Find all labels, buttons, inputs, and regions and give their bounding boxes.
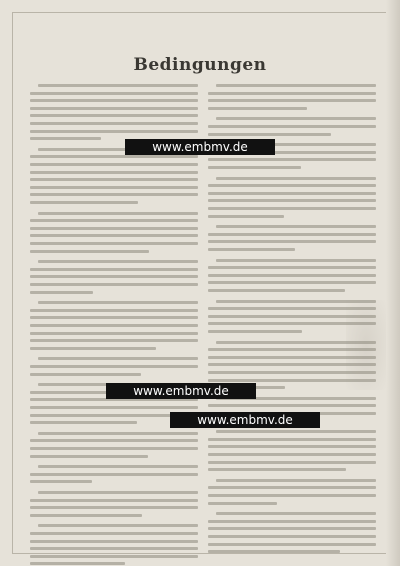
text-line	[30, 332, 198, 335]
text-line	[208, 330, 302, 333]
text-line	[208, 125, 376, 128]
text-line	[208, 461, 376, 464]
text-line	[208, 99, 376, 102]
text-line	[216, 479, 376, 482]
text-line	[208, 215, 284, 218]
text-line	[208, 192, 376, 195]
text-line	[208, 453, 376, 456]
text-line	[208, 166, 301, 169]
text-line	[208, 92, 376, 95]
text-line	[216, 341, 376, 344]
text-line	[30, 455, 148, 458]
text-line	[216, 225, 376, 228]
text-line	[208, 363, 376, 366]
text-line	[208, 107, 307, 110]
text-line	[208, 307, 376, 310]
text-line	[208, 199, 376, 202]
text-line	[30, 291, 93, 294]
text-line	[38, 357, 198, 360]
text-line	[30, 339, 198, 342]
text-line	[208, 133, 331, 136]
watermark-banner: www.embmv.de	[125, 139, 275, 155]
text-line	[38, 260, 198, 263]
text-line	[30, 107, 198, 110]
text-line	[30, 316, 198, 319]
text-line	[30, 473, 198, 476]
watermark-banner: www.embmv.de	[170, 412, 320, 428]
text-line	[208, 348, 376, 351]
text-line	[30, 193, 198, 196]
text-line	[30, 130, 198, 133]
text-line	[216, 177, 376, 180]
text-line	[30, 324, 198, 327]
text-line	[30, 506, 198, 509]
text-line	[216, 117, 376, 120]
text-line	[30, 227, 198, 230]
text-line	[208, 543, 376, 546]
text-line	[38, 212, 198, 215]
text-line	[30, 268, 198, 271]
text-line	[30, 275, 198, 278]
text-line	[208, 535, 376, 538]
text-line	[38, 524, 198, 527]
text-line	[30, 439, 198, 442]
text-line	[208, 322, 376, 325]
text-line	[30, 155, 198, 158]
text-line	[30, 250, 149, 253]
text-line	[208, 445, 376, 448]
text-line	[208, 281, 376, 284]
text-line	[208, 371, 376, 374]
text-line	[30, 178, 198, 181]
text-line	[30, 171, 198, 174]
document-title: Bedingungen	[133, 55, 267, 75]
text-line	[30, 421, 137, 424]
text-line	[38, 491, 198, 494]
text-line	[30, 186, 198, 189]
text-line	[30, 122, 198, 125]
text-line	[30, 114, 198, 117]
text-line	[30, 447, 198, 450]
text-line	[30, 365, 198, 368]
text-line	[208, 274, 376, 277]
text-line	[30, 562, 125, 565]
text-line	[30, 242, 198, 245]
text-line	[208, 315, 376, 318]
text-line	[208, 379, 376, 382]
text-line	[30, 373, 141, 376]
text-line	[208, 184, 376, 187]
text-line	[208, 404, 376, 407]
text-line	[30, 163, 198, 166]
text-line	[30, 309, 198, 312]
text-line	[208, 266, 376, 269]
text-line	[30, 480, 92, 483]
text-line	[208, 207, 376, 210]
text-line	[30, 540, 198, 543]
text-line	[38, 432, 198, 435]
text-line	[38, 84, 198, 87]
text-line	[30, 201, 138, 204]
paper-edge-shading	[386, 0, 400, 566]
text-line	[30, 532, 198, 535]
text-line	[216, 259, 376, 262]
text-line	[216, 84, 376, 87]
text-line	[30, 99, 198, 102]
text-line	[30, 547, 198, 550]
text-line	[216, 430, 376, 433]
text-line	[208, 233, 376, 236]
text-line	[30, 234, 198, 237]
text-line	[216, 300, 376, 303]
text-line	[208, 468, 346, 471]
text-line	[30, 283, 198, 286]
text-line	[216, 512, 376, 515]
text-line	[208, 494, 376, 497]
text-line	[208, 289, 345, 292]
text-line	[38, 465, 198, 468]
text-line	[30, 92, 198, 95]
text-line	[30, 514, 142, 517]
text-line	[208, 438, 376, 441]
text-line	[208, 356, 376, 359]
text-line	[208, 248, 295, 251]
text-line	[30, 499, 198, 502]
text-line	[38, 301, 198, 304]
text-line	[208, 550, 340, 553]
text-line	[30, 347, 156, 350]
text-line	[30, 137, 101, 140]
text-line	[208, 486, 376, 489]
text-line	[208, 240, 376, 243]
watermark-banner: www.embmv.de	[106, 383, 256, 399]
text-line	[208, 502, 277, 505]
text-line	[208, 520, 376, 523]
text-line	[208, 158, 376, 161]
text-line	[30, 406, 198, 409]
text-line	[30, 219, 198, 222]
text-line	[208, 527, 376, 530]
text-line	[30, 555, 198, 558]
